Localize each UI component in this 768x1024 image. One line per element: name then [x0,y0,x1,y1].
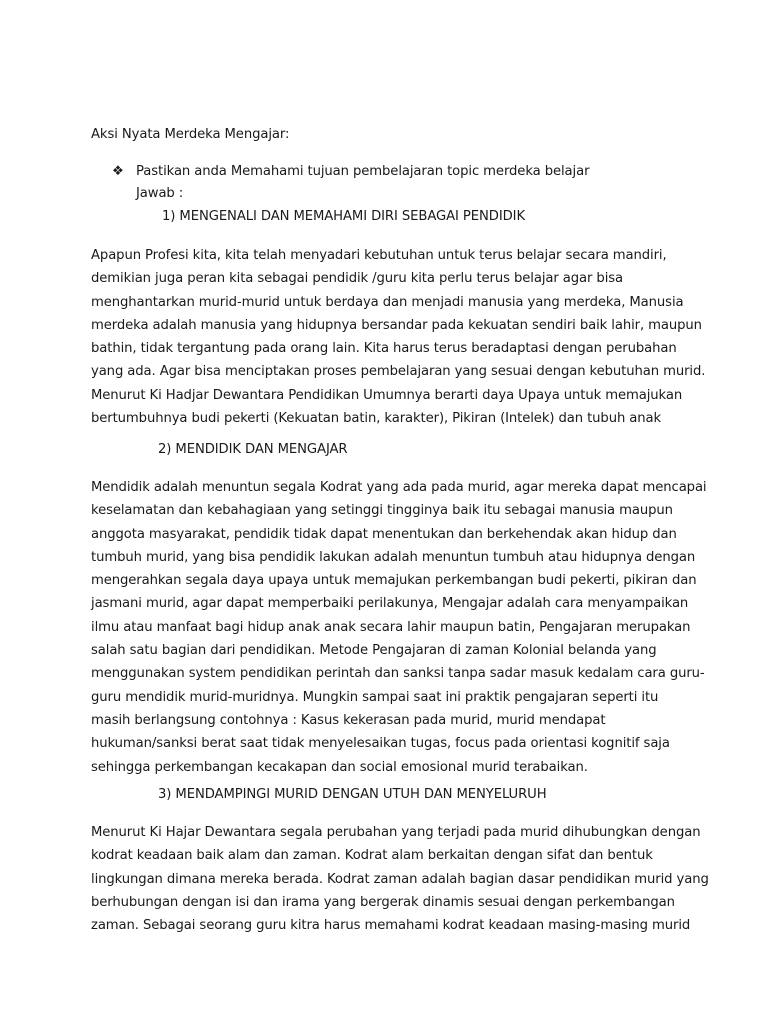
paragraph-line: berhubungan dengan isi dan irama yang bergerak dinamis sesuai dengan perkembangan [91,894,675,910]
section-paragraph-3 [91,821,709,937]
paragraph-line: jasmani murid, agar dapat memperbaiki perilakunya, Mengajar adalah cara menyampaikan [91,596,689,612]
paragraph-line: zaman. Sebagai seorang guru kitra harus memahami kodrat keadaan masing-masing murid [91,918,691,934]
paragraph-line: tumbuh murid, yang bisa pendidik lakukan adalah menuntun tumbuh atau hidupnya dengan [91,549,696,565]
paragraph-line: lingkungan dimana mereka berada. Kodrat zaman adalah bagian dasar pendidikan murid yang [91,871,709,887]
section-paragraph-1 [91,244,705,430]
bullet-item [112,163,589,181]
paragraph-line: bathin, tidak tergantung pada orang lain. Kita harus terus beradaptasi dengan perubahan [91,341,677,357]
bullet-text: Pastikan anda Memahami tujuan pembelajaran topic merdeka belajar [136,164,590,179]
diamond-bullet-icon: ❖ [112,164,124,179]
paragraph-line: yang ada. Agar bisa menciptakan proses pembelajaran yang sesuai dengan kebutuhan murid. [91,364,706,380]
paragraph-line: anggota masyarakat, pendidik tidak dapat menentukan dan berkehendak akan hidup dan [91,526,677,542]
paragraph-line: kodrat keadaan baik alam dan zaman. Kodrat alam berkaitan dengan sifat dan bentuk [91,848,653,864]
paragraph-line: salah satu bagian dari pendidikan. Metode Pengajaran di zaman Kolonial belanda yang [91,643,657,659]
paragraph-line: merdeka adalah manusia yang hidupnya bersandar pada kekuatan sendiri baik lahir, maupun [91,317,702,333]
paragraph-line: guru mendidik murid-muridnya. Mungkin sampai saat ini praktik pengajaran seperti itu [91,689,659,705]
section-heading-2: 2) MENDIDIK DAN MENGAJAR [158,442,348,457]
document-title: Aksi Nyata Merdeka Mengajar: [91,127,290,142]
paragraph-line: Menurut Ki Hajar Dewantara segala perubahan yang terjadi pada murid dihubungkan dengan [91,825,701,840]
paragraph-line: ilmu atau manfaat bagi hidup anak anak secara lahir maupun batin, Pengajaran merupakan [91,619,691,635]
paragraph-line: keselamatan dan kebahagiaan yang setinggi tingginya baik itu sebagai manusia maupun [91,503,673,519]
paragraph-line: demikian juga peran kita sebagai pendidik /guru kita perlu terus belajar agar bisa [91,271,624,287]
paragraph-line: sehingga perkembangan kecakapan dan social emosional murid terabaikan. [91,759,588,775]
paragraph-line: Menurut Ki Hadjar Dewantara Pendidikan Umumnya berarti daya Upaya untuk memajukan [91,387,683,403]
paragraph-line: menggunakan system pendidikan perintah dan sanksi tanpa sadar masuk kedalam cara guru- [91,666,705,682]
paragraph-line: menghantarkan murid-murid untuk berdaya dan menjadi manusia yang merdeka, Manusia [91,294,684,310]
answer-label: Jawab : [136,186,184,201]
paragraph-line: bertumbuhnya budi pekerti (Kekuatan batin, karakter), Pikiran (Intelek) dan tubuh anak [91,411,662,427]
paragraph-line: Mendidik adalah menuntun segala Kodrat yang ada pada murid, agar mereka dapat mencapai [91,480,707,495]
paragraph-line: mengerahkan segala daya upaya untuk memajukan perkembangan budi pekerti, pikiran dan [91,573,697,589]
section-heading-1: 1) MENGENALI DAN MEMAHAMI DIRI SEBAGAI PENDIDIK [162,209,526,224]
section-heading-3: 3) MENDAMPINGI MURID DENGAN UTUH DAN MENYELURUH [158,787,547,802]
paragraph-line: masih berlangsung contohnya : Kasus kekerasan pada murid, murid mendapat [91,712,606,728]
section-paragraph-2 [91,476,707,779]
paragraph-line: hukuman/sanksi berat saat tidak menyelesaikan tugas, focus pada orientasi kognitif saja [91,736,670,752]
paragraph-line: Apapun Profesi kita, kita telah menyadari kebutuhan untuk terus belajar secara mandiri, [91,248,667,263]
